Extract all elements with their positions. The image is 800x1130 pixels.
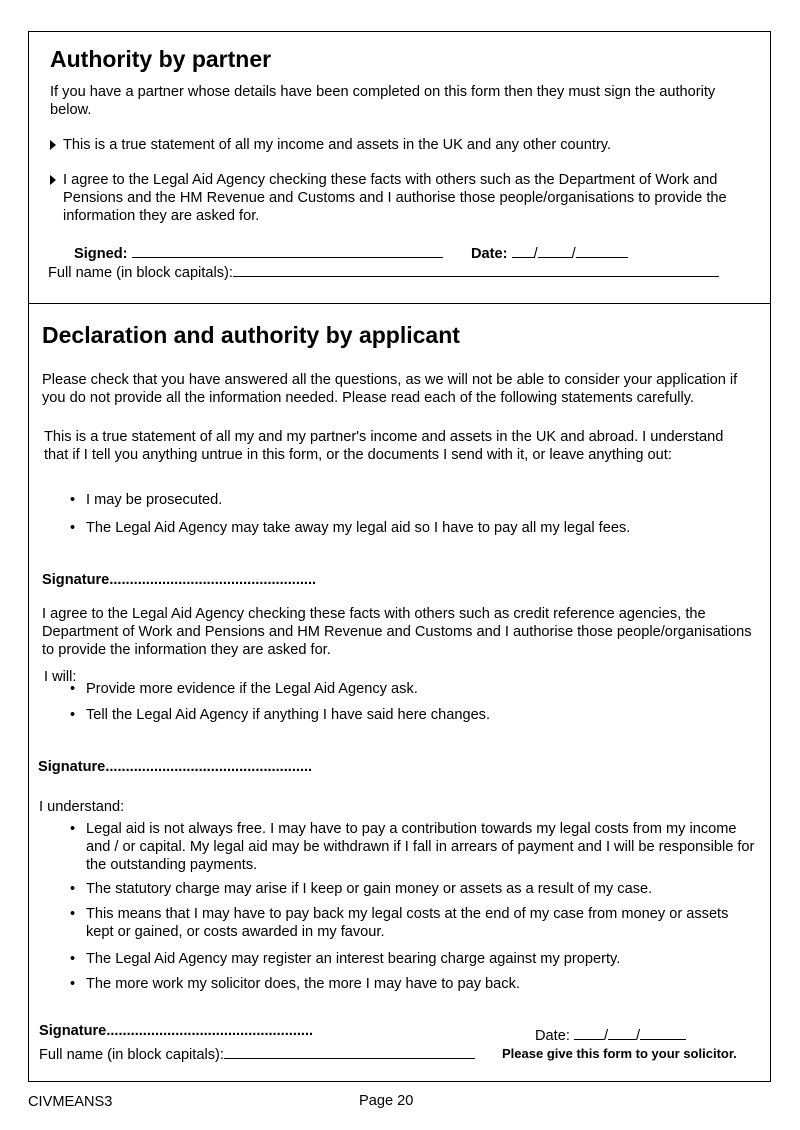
partner-statement-2: I agree to the Legal Aid Agency checking these facts with others such as the Department of Work and Pensions and the HM Revenue and Customs and I authorise those people/organisations to provide the information they are asked for. [50, 171, 765, 225]
partner-fullname-line[interactable] [233, 262, 719, 277]
applicant-agree-text: I agree to the Legal Aid Agency checking these facts with others such as credit reference agencies, the Department of Work and Pensions and HM Revenue and Customs and I authorise those people/organisations to provide the information they are asked for. [42, 606, 752, 658]
partner-fullname-field: Full name (in block capitals): [48, 262, 763, 281]
partner-intro: If you have a partner whose details have been completed on this form then they must sign the authority below. [50, 84, 716, 118]
partner-statement-1: This is a true statement of all my income and assets in the UK and any other country. [50, 136, 765, 154]
partner-date-month[interactable] [538, 243, 572, 258]
partner-section-title: Authority by partner [50, 46, 272, 72]
applicant-fullname-line[interactable] [224, 1044, 475, 1059]
understand-item: • The statutory charge may arise if I keep or gain money or assets as a result of my case. [70, 881, 653, 897]
applicant-date-year[interactable] [640, 1025, 686, 1040]
applicant-true-statement: This is a true statement of all my and my partner's income and assets in the UK and abroad. I understand that if I tell you anything untrue in this form, or the documents I send with it, or leave anything out: [44, 429, 724, 463]
bullet-icon: • [70, 976, 76, 992]
i-understand-label: I understand: [39, 799, 125, 815]
partner-date-field: Date: / / [471, 243, 671, 262]
partner-signed-field: Signed: [74, 243, 454, 262]
partner-signature-line[interactable] [132, 243, 443, 258]
bullet-icon: • [70, 520, 76, 536]
signature-field-3[interactable]: Signature................................................... [39, 1023, 314, 1039]
arrow-right-icon [50, 175, 56, 185]
bullet-icon: • [70, 681, 76, 697]
bullet-icon: • [70, 906, 76, 922]
section-divider [29, 303, 770, 304]
page-number: Page 20 [359, 1093, 414, 1109]
i-will-label: I will: [44, 669, 77, 685]
applicant-fullname-field: Full name (in block capitals): [39, 1044, 475, 1063]
bullet-icon: • [70, 707, 76, 723]
i-will-item: • Tell the Legal Aid Agency if anything I have said here changes. [70, 707, 491, 723]
applicant-date-field: Date: / / [535, 1025, 686, 1044]
signature-field-1[interactable]: Signature................................................... [42, 572, 317, 588]
bullet-icon: • [70, 881, 76, 897]
understand-item: • Legal aid is not always free. I may have to pay a contribution towards my legal costs from my income and / or capital. My legal aid may be withdrawn if I fall in arrears of payment and I will be responsible for the outstanding payments. [70, 821, 755, 873]
form-code: CIVMEANS3 [28, 1094, 113, 1110]
partner-date-year[interactable] [576, 243, 628, 258]
partner-date-day[interactable] [512, 243, 534, 258]
understand-item: • The more work my solicitor does, the more I may have to pay back. [70, 976, 520, 992]
consequence-item: • I may be prosecuted. [70, 492, 223, 508]
i-will-item: • Provide more evidence if the Legal Aid Agency ask. [70, 681, 418, 697]
applicant-intro: Please check that you have answered all the questions, as we will not be able to consider your application if you do not provide all the information needed. Please read each of the following statements carefully. [42, 372, 738, 406]
understand-item: • This means that I may have to pay back my legal costs at the end of my case from money or assets kept or gained, or costs awarded in my favour. [70, 906, 729, 940]
applicant-date-day[interactable] [574, 1025, 604, 1040]
applicant-date-month[interactable] [608, 1025, 636, 1040]
understand-item: • The Legal Aid Agency may register an interest bearing charge against my property. [70, 951, 621, 967]
arrow-right-icon [50, 140, 56, 150]
applicant-section-title: Declaration and authority by applicant [42, 322, 460, 348]
bullet-icon: • [70, 951, 76, 967]
consequence-item: • The Legal Aid Agency may take away my legal aid so I have to pay all my legal fees. [70, 520, 631, 536]
signature-field-2[interactable]: Signature................................................... [38, 759, 313, 775]
bullet-icon: • [70, 821, 76, 837]
form-frame [28, 31, 771, 1082]
bullet-icon: • [70, 492, 76, 508]
give-form-note: Please give this form to your solicitor. [502, 1046, 737, 1061]
